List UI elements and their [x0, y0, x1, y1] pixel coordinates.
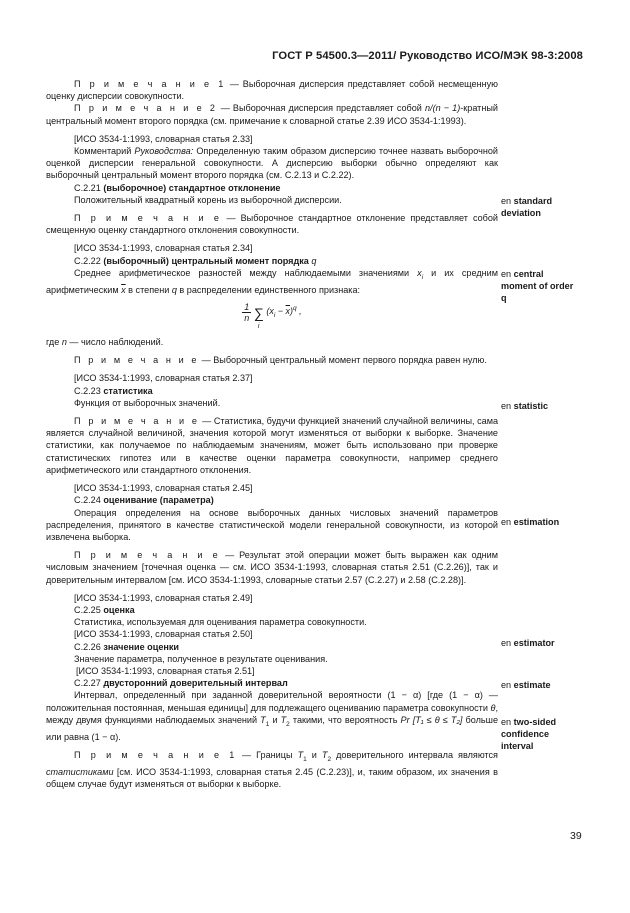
reference-2-49: [ИСО 3534-1:1993, словарная статья 2.49]: [74, 592, 253, 603]
entry-c227-heading: С.2.27 двусторонний доверительный интервал: [74, 678, 288, 689]
entry-c223-note: П р и м е ч а н и е — Статистика, будучи функцией значений случайной величины, сама является случайной величиной, значения которой могут изменяться от выборки к выборке. Значение статистики, как получаемое по наблюдаемым значениям, может быть использовано при проверке статистических гипотез или в качестве оценки параметра совокупности, например среднего арифметического или стандартного отклонения.: [46, 416, 499, 475]
entry-c224-heading: С.2.24 оценивание (параметра): [74, 495, 214, 506]
term-estimate: en estimate: [501, 680, 551, 690]
entry-c222-definition: Среднее арифметическое разностей между наблюдаемыми значениями $x_i$ и их средним арифметическим $\overline{x}$ в степени q в распределении единственного признака:: [46, 267, 498, 295]
main-text-column: [46, 78, 498, 790]
entry-c222-where: где n — число наблюдений.: [46, 337, 164, 348]
term-statistic: en statistic: [501, 401, 549, 411]
note-2: П р и м е ч а н и е 2 — Выборочная дисперсия представляет собой n/(n − 1)-кратный центральный момент второго порядка (см. примечание к словарной статье 2.39 ИСО 3534-1:1993).: [46, 103, 498, 126]
entry-c225-definition: Статистика, используемая для оценивания параметра совокупности.: [74, 617, 367, 628]
entry-c223-heading: С.2.23 статистика: [74, 385, 153, 396]
term-estimator: en estimator: [501, 638, 555, 648]
page-header: ГОСТ Р 54500.3—2011/ Руководство ИСО/МЭК 98-3:2008: [272, 50, 583, 62]
entry-c224-note: П р и м е ч а н и е — Результат этой операции может быть выражен как одним числовым значением [точечная оценка — см. ИСО 3534-1:1993, словарная статья 2.51 (С.2.26)], так и доверительным интервалом [см. ИСО 3534-1:1993, словарные статьи 2.57 (С.2.27) и 2.58 (С.2.28)].: [46, 550, 498, 585]
entry-c226-heading: С.2.26 значение оценки: [74, 641, 180, 652]
reference-2-50: [ИСО 3534-1:1993, словарная статья 2.50]: [74, 629, 253, 640]
reference-2-34: [ИСО 3534-1:1993, словарная статья 2.34]: [74, 243, 253, 254]
entry-c227-definition: Интервал, определенный при заданной доверительной вероятности (1 − α) [где (1 − α) — положительная постоянная, меньшая единицы] для подлежащего оцениванию параметра совокупности θ, между двумя функциями наблюдаемых значений $T_1$ и $T_2$ такими, что вероятность Pr [T₁ ≤ θ ≤ T₂] больше или равна (1 − α).: [46, 690, 498, 742]
reference-2-45: [ИСО 3534-1:1993, словарная статья 2.45]: [74, 483, 253, 494]
entry-c227-note: П р и м е ч а н и е 1 — Границы $T_1$ и $T_2$ доверительного интервала являются статистиками [см. ИСО 3534-1:1993, словарная статья 2.45 (С.2.23)], и, таким образом, их значения в общем случае будут изменяться от выборки к выборке.: [46, 749, 498, 790]
entry-c221-note: П р и м е ч а н и е — Выборочное стандартное отклонение представляет собой смещенную оценку стандартного отклонения совокупности.: [46, 213, 498, 236]
term-two-sided-confidence-interval: en two-sided confidence interval: [501, 717, 557, 751]
entry-c221-definition: Положительный квадратный корень из выборочной дисперсии.: [74, 194, 342, 205]
reference-2-37: [ИСО 3534-1:1993, словарная статья 2.37]: [74, 373, 253, 384]
entry-c221-heading: С.2.21 (выборочное) стандартное отклонение: [74, 182, 281, 193]
central-moment-formula: $\frac{1}{n}$ ∑ i $(x_i - \overline{x})^q$ ,: [244, 302, 302, 330]
term-standard-deviation: en standard deviation: [501, 196, 553, 218]
term-central-moment: en central moment of order q: [501, 269, 574, 303]
entry-c223-definition: Функция от выборочных значений.: [74, 397, 221, 408]
entry-c226-definition: Значение параметра, полученное в результате оценивания.: [74, 653, 328, 664]
reference-2-33: [ИСО 3534-1:1993, словарная статья 2.33]: [74, 133, 253, 144]
note-1: П р и м е ч а н и е 1 — Выборочная дисперсия представляет собой несмещенную оценку дисперсии совокупности.: [46, 79, 498, 102]
page-number: 39: [570, 830, 582, 842]
entry-c222-note: П р и м е ч а н и е — Выборочный центральный момент первого порядка равен нулю.: [74, 355, 487, 366]
guide-comment: Комментарий Руководства: Определенную таким образом дисперсию точнее назвать выборочной оценкой дисперсии генеральной совокупности. А дисперсию выборки обычно определяют как выборочный центральный момент второго порядка (см. С.2.13 и С.2.22).: [46, 146, 498, 181]
entry-c224-definition: Операция определения на основе выборочных данных числовых значений параметров распределения, принятого в качестве статистической модели генеральной совокупности, из которой извлечена выборка.: [46, 507, 498, 542]
reference-2-51: [ИСО 3534-1:1993, словарная статья 2.51]: [76, 665, 255, 676]
entry-c222-heading: С.2.22 (выборочный) центральный момент порядка q: [74, 255, 317, 266]
entry-c225-heading: С.2.25 оценка: [74, 604, 135, 615]
term-estimation: en estimation: [501, 517, 560, 527]
